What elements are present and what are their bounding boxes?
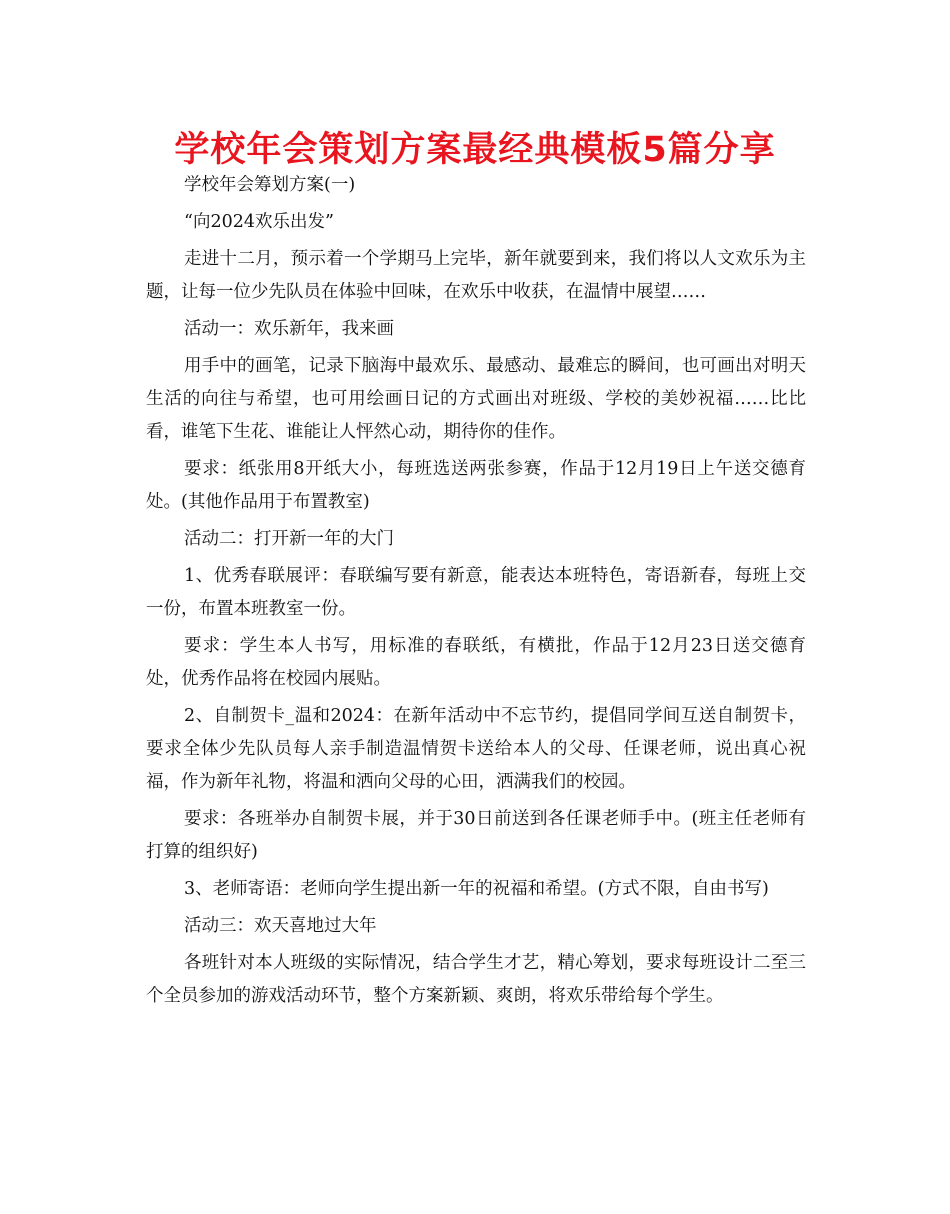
teacher-message-item: 3、老师寄语：老师向学生提出新一年的祝福和希望。(方式不限，自由书写)	[184, 879, 769, 899]
activity-one-heading: 活动一：欢乐新年，我来画	[184, 319, 394, 339]
document-title: 学校年会策划方案最经典模板5篇分享	[174, 130, 776, 170]
greeting-card-item: 2、自制贺卡_温和2024：在新年活动中不忘节约，提倡同学间互送自制贺卡，要求全体少先队员每人亲手制造温情贺卡送给本人的父母、任课老师，说出真心祝福，作为新年礼物，将温和洒向父母的心田，洒满我们的校园。	[146, 706, 806, 792]
activity-three-description: 各班针对本人班级的实际情况，结合学生才艺，精心筹划，要求每班设计二至三个全员参加的游戏活动环节，整个方案新颖、爽朗，将欢乐带给每个学生。	[146, 953, 806, 1006]
document-body	[146, 169, 806, 1013]
activity-three-heading: 活动三：欢天喜地过大年	[184, 916, 377, 936]
theme-slogan: “向2024欢乐出发”	[184, 212, 334, 232]
spring-couplet-item: 1、优秀春联展评：春联编写要有新意，能表达本班特色，寄语新春，每班上交一份，布置本班教室一份。	[146, 566, 806, 619]
section-heading: 学校年会筹划方案(一)	[184, 175, 356, 195]
greeting-card-requirement: 要求：各班举办自制贺卡展，并于30日前送到各任课老师手中。(班主任老师有打算的组织好)	[146, 809, 806, 862]
activity-two-heading: 活动二：打开新一年的大门	[184, 529, 394, 549]
spring-couplet-requirement: 要求：学生本人书写，用标准的春联纸，有横批，作品于12月23日送交德育处，优秀作品将在校园内展贴。	[146, 636, 806, 689]
intro-paragraph: 走进十二月，预示着一个学期马上完毕，新年就要到来，我们将以人文欢乐为主题，让每一位少先队员在体验中回味，在欢乐中收获，在温情中展望……	[146, 249, 806, 302]
activity-one-requirement: 要求：纸张用8开纸大小，每班选送两张参赛，作品于12月19日上午送交德育处。(其他作品用于布置教室)	[146, 459, 806, 512]
activity-one-description: 用手中的画笔，记录下脑海中最欢乐、最感动、最难忘的瞬间，也可画出对明天生活的向往与希望，也可用绘画日记的方式画出对班级、学校的美妙祝福……比比看，谁笔下生花、谁能让人怦然心动，期待你的佳作。	[146, 356, 806, 442]
